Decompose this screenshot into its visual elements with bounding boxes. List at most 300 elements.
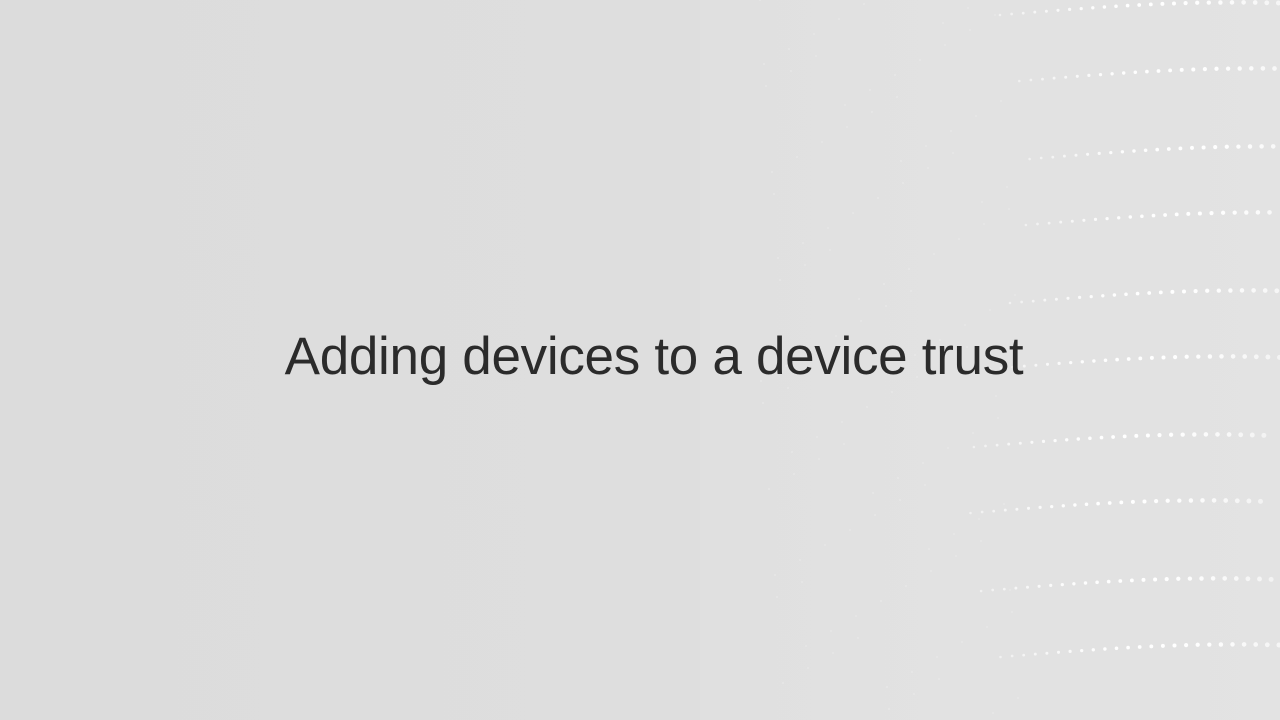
decorative-dot: [1237, 66, 1241, 70]
decorative-dot: [1109, 151, 1112, 154]
decorative-dot: [1090, 295, 1093, 298]
decorative-dot: [815, 55, 817, 57]
decorative-dot: [1264, 0, 1269, 5]
decorative-dot: [953, 533, 955, 535]
decorative-dot: [788, 48, 790, 50]
decorative-dot: [1223, 498, 1228, 503]
decorative-dot: [1246, 499, 1251, 504]
decorative-dot: [1101, 294, 1104, 297]
decorative-dot: [1011, 655, 1014, 658]
decorative-dot: [1154, 499, 1158, 503]
decorative-dot: [790, 70, 792, 72]
decorative-dot: [1271, 144, 1276, 149]
decorative-dot: [1131, 500, 1135, 504]
decorative-dot: [1198, 211, 1202, 215]
decorative-dot: [1071, 220, 1074, 223]
decorative-dot: [1122, 71, 1125, 74]
decorative-dot: [1129, 215, 1132, 218]
decorative-dot: [997, 417, 999, 419]
decorative-dot: [1055, 298, 1058, 301]
slide-title: Adding devices to a device trust: [284, 327, 1024, 386]
decorative-dot: [1227, 432, 1232, 437]
decorative-dot: [1022, 654, 1025, 657]
decorative-dot: [1003, 503, 1005, 505]
decorative-dot: [1200, 498, 1205, 503]
decorative-dot: [927, 167, 929, 169]
decorative-dot: [922, 462, 924, 464]
decorative-dot: [771, 171, 773, 173]
decorative-dot: [799, 559, 801, 561]
decorative-dot: [1189, 498, 1193, 502]
decorative-dot: [1030, 79, 1033, 82]
decorative-dot: [1240, 288, 1245, 293]
decorative-dot: [779, 279, 781, 281]
decorative-dot: [1084, 581, 1087, 584]
decorative-dot: [961, 641, 963, 643]
decorative-dot: [1103, 647, 1106, 650]
decorative-dot: [1274, 288, 1279, 293]
decorative-dot: [1152, 214, 1156, 218]
decorative-dot: [1041, 78, 1044, 81]
decorative-dot: [1211, 576, 1216, 581]
decorative-dot: [1205, 289, 1209, 293]
decorative-dot: [1160, 2, 1164, 6]
decorative-dot: [801, 581, 803, 583]
decorative-dot: [1172, 643, 1176, 647]
decorative-dot: [952, 152, 954, 154]
decorative-dot: [874, 514, 876, 516]
decorative-dot: [1181, 432, 1185, 436]
decorative-dot: [1075, 154, 1078, 157]
decorative-dot: [1124, 293, 1128, 297]
decorative-dot: [1096, 502, 1100, 506]
decorative-dot: [1085, 503, 1089, 507]
decorative-dot: [1226, 66, 1230, 70]
decorative-dot: [1165, 577, 1169, 581]
decorative-dot: [1188, 576, 1192, 580]
decorative-dot: [1203, 67, 1207, 71]
decorative-dot: [821, 141, 823, 143]
decorative-dot: [813, 33, 815, 35]
decorative-dot: [1092, 648, 1095, 651]
decorative-dot: [1099, 73, 1102, 76]
decorative-dot: [1064, 76, 1067, 79]
decorative-dot: [871, 111, 873, 113]
decorative-dot: [980, 540, 982, 542]
decorative-dot: [1184, 1, 1188, 5]
decorative-dot: [955, 555, 957, 557]
decorative-dot: [777, 257, 779, 259]
decorative-dot: [1080, 7, 1083, 10]
decorative-dot: [1191, 67, 1195, 71]
decorative-dot: [896, 96, 898, 98]
decorative-dot: [928, 548, 930, 550]
decorative-dot: [1061, 583, 1064, 586]
decorative-dot: [1147, 291, 1151, 295]
decorative-dot: [1045, 10, 1048, 13]
decorative-dot: [1051, 156, 1054, 159]
decorative-dot: [897, 477, 899, 479]
decorative-dot: [1036, 223, 1039, 226]
decorative-dot: [1032, 300, 1035, 303]
decorative-dot: [818, 458, 820, 460]
decorative-dot: [910, 290, 912, 292]
decorative-dot: [1076, 75, 1079, 78]
decorative-dot: [1144, 149, 1148, 153]
decorative-dot: [1196, 643, 1200, 647]
decorative-dot: [1015, 508, 1018, 511]
decorative-dot: [1038, 585, 1041, 588]
decorative-dot: [1235, 498, 1240, 503]
decorative-dot: [1000, 100, 1002, 102]
decorative-dot: [1138, 645, 1142, 649]
decorative-dot: [1026, 586, 1029, 589]
decorative-dot: [858, 298, 860, 300]
decorative-dot: [1149, 644, 1153, 648]
decorative-dot: [1219, 642, 1223, 646]
decorative-dot: [1199, 576, 1203, 580]
decorative-dot: [942, 22, 944, 24]
decorative-dot: [1011, 611, 1013, 613]
decorative-dot: [846, 126, 848, 128]
decorative-dot: [863, 3, 865, 5]
decorative-dot: [1204, 432, 1209, 437]
decorative-dot: [1065, 438, 1068, 441]
decorative-dot: [1269, 577, 1274, 582]
decorative-dot: [995, 395, 997, 397]
decorative-dot: [1009, 302, 1012, 305]
decorative-dot: [1100, 436, 1104, 440]
decorative-dot: [1027, 507, 1030, 510]
decorative-dot: [1117, 216, 1120, 219]
decorative-dot: [1263, 288, 1268, 293]
decorative-dot: [1043, 299, 1046, 302]
decorative-dot: [913, 693, 915, 695]
decorative-dot: [1159, 290, 1163, 294]
decorative-dot: [1267, 210, 1272, 215]
decorative-dot: [989, 309, 991, 311]
decorative-dot: [1053, 77, 1056, 80]
decorative-dot: [1119, 500, 1123, 504]
decorative-dot: [1107, 580, 1111, 584]
decorative-dot: [894, 74, 896, 76]
decorative-dot: [1025, 224, 1028, 227]
decorative-dot: [991, 589, 994, 592]
decorative-dot: [776, 596, 778, 598]
decorative-dot: [1091, 6, 1094, 9]
decorative-dot: [1221, 211, 1225, 215]
decorative-dot: [1212, 498, 1217, 503]
decorative-dot: [1020, 301, 1023, 304]
decorative-dot: [1177, 498, 1181, 502]
decorative-dot: [1194, 289, 1198, 293]
decorative-dot: [791, 451, 793, 453]
decorative-dot: [1008, 208, 1010, 210]
decorative-dot: [855, 615, 857, 617]
decorative-dot: [936, 656, 938, 658]
decorative-dot: [1190, 146, 1194, 150]
decorative-dot: [1069, 650, 1072, 653]
decorative-dot: [1066, 297, 1069, 300]
decorative-dot: [1155, 148, 1159, 152]
decorative-dot: [1121, 150, 1124, 153]
decorative-dot: [1161, 644, 1165, 648]
decorative-dot: [883, 283, 885, 285]
decorative-dot: [1140, 215, 1144, 219]
decorative-dot: [1186, 212, 1190, 216]
decorative-dot: [1019, 442, 1022, 445]
decorative-dot: [1088, 437, 1092, 441]
decorative-dot: [1050, 505, 1053, 508]
decorative-dot: [1049, 584, 1052, 587]
decorative-dot: [1170, 290, 1174, 294]
decorative-dot: [1040, 157, 1043, 160]
decorative-dot: [1259, 144, 1264, 149]
decorative-dot: [1257, 577, 1262, 582]
decorative-dot: [782, 682, 784, 684]
decorative-dot: [984, 445, 987, 448]
decorative-dot: [969, 29, 971, 31]
decorative-dot: [1214, 67, 1218, 71]
decorative-dot: [1034, 653, 1037, 656]
decorative-dot: [1258, 499, 1263, 504]
decorative-dot: [1182, 289, 1186, 293]
decorative-dot: [1053, 439, 1056, 442]
decorative-dot: [1045, 652, 1048, 655]
decorative-dot: [1098, 152, 1101, 155]
decorative-dot: [972, 432, 974, 434]
decorative-dot: [919, 59, 921, 61]
decorative-dot: [1010, 13, 1013, 16]
decorative-dot: [1134, 71, 1138, 75]
decorative-dot: [1230, 0, 1235, 5]
decorative-dot: [1265, 642, 1270, 647]
decorative-dot: [1126, 646, 1130, 650]
decorative-dot: [1246, 576, 1251, 581]
decorative-dot: [1249, 66, 1254, 71]
decorative-dot: [1103, 5, 1106, 8]
decorative-dot: [843, 443, 845, 445]
decorative-dot: [877, 197, 879, 199]
decorative-dot: [885, 305, 887, 307]
decorative-dot: [1022, 12, 1025, 15]
decorative-dot: [1078, 296, 1081, 299]
decorative-dot: [994, 14, 996, 16]
decorative-dot: [1261, 66, 1266, 71]
decorative-dot: [1028, 158, 1031, 161]
decorative-dot: [947, 447, 949, 449]
decorative-dot: [1114, 5, 1118, 9]
decorative-dot: [999, 14, 1002, 17]
decorative-dot: [1126, 4, 1130, 8]
decorative-dot: [888, 708, 890, 710]
decorative-dot: [1087, 74, 1090, 77]
decorative-dot: [1132, 149, 1135, 152]
decorative-dot: [1256, 210, 1261, 215]
decorative-dot: [1105, 217, 1108, 220]
decorative-dot: [1086, 153, 1089, 156]
decorative-dot: [763, 63, 765, 65]
decorative-dot: [1195, 1, 1199, 5]
decorative-dot: [1178, 146, 1182, 150]
decorative-dot: [830, 630, 832, 632]
decorative-dot: [1230, 642, 1235, 647]
decorative-dot: [1057, 651, 1060, 654]
decorative-dot: [774, 574, 776, 576]
decorative-dot: [805, 645, 807, 647]
decorative-dot: [1153, 577, 1157, 581]
decorative-dot: [1136, 292, 1140, 296]
decorative-dot: [1039, 506, 1042, 509]
decorative-dot: [1018, 80, 1021, 83]
decorative-dot: [1222, 576, 1227, 581]
decorative-dot: [1009, 589, 1011, 591]
decorative-dot: [1168, 68, 1172, 72]
decorative-dot: [1180, 68, 1184, 72]
decorative-dot: [1218, 0, 1222, 4]
decorative-dot: [1068, 8, 1071, 11]
decorative-dot: [880, 600, 882, 602]
decorative-dot: [1176, 577, 1180, 581]
decorative-dot: [857, 637, 859, 639]
decorative-dot: [1242, 642, 1247, 647]
decorative-dot: [1118, 579, 1122, 583]
decorative-dot: [869, 89, 871, 91]
decorative-dot: [841, 421, 843, 423]
decorative-dot: [768, 488, 770, 490]
decorative-dot: [1215, 432, 1220, 437]
decorative-dot: [816, 436, 818, 438]
decorative-dot: [1233, 210, 1237, 214]
decorative-dot: [1169, 433, 1173, 437]
decorative-dot: [1234, 576, 1239, 581]
decorative-dot: [1167, 147, 1171, 151]
decorative-dot: [908, 268, 910, 270]
decorative-dot: [1184, 643, 1188, 647]
decorative-dot: [905, 585, 907, 587]
decorative-dot: [1253, 0, 1258, 5]
decorative-dot: [1006, 186, 1008, 188]
decorative-dot: [824, 544, 826, 546]
decorative-dot: [1130, 578, 1134, 582]
decorative-dot: [930, 570, 932, 572]
decorative-dot: [1030, 441, 1033, 444]
decorative-dot: [900, 160, 902, 162]
decorative-dot: [1123, 434, 1127, 438]
decorative-dot: [844, 104, 846, 106]
decorative-dot: [832, 652, 834, 654]
decorative-dot: [950, 130, 952, 132]
decorative-dot: [992, 510, 995, 513]
decorative-dot: [807, 667, 809, 669]
decorative-dot: [1236, 144, 1240, 148]
decorative-dot: [849, 529, 851, 531]
decorative-dot: [986, 626, 988, 628]
decorative-dot: [958, 238, 960, 240]
decorative-dot: [1063, 155, 1066, 158]
decorative-dot: [872, 492, 874, 494]
decorative-dot: [1062, 504, 1065, 507]
decorative-dot: [1111, 435, 1115, 439]
decorative-dot: [1014, 587, 1017, 590]
decorative-dot: [1149, 2, 1153, 6]
decorative-dot: [1207, 642, 1211, 646]
decorative-dot: [1241, 0, 1246, 5]
decorative-dot: [911, 671, 913, 673]
decorative-dot: [1077, 437, 1080, 440]
decorative-dot: [975, 115, 977, 117]
decorative-dot: [938, 678, 940, 680]
decorative-dot: [1134, 434, 1138, 438]
decorative-dot: [1014, 294, 1016, 296]
decorative-dot: [1108, 501, 1112, 505]
decorative-dot: [1228, 288, 1232, 292]
decorative-dot: [1250, 433, 1255, 438]
decorative-dot: [1110, 72, 1113, 75]
decorative-dot: [1248, 144, 1252, 148]
decorative-dot: [1157, 433, 1161, 437]
decorative-dot: [1272, 66, 1277, 71]
decorative-dot: [773, 193, 775, 195]
decorative-dot: [765, 85, 767, 87]
decorative-dot: [981, 511, 984, 514]
decorative-dot: [804, 264, 806, 266]
decorative-dot: [899, 499, 901, 501]
decorative-dot: [1082, 219, 1085, 222]
decorative-dot: [973, 446, 976, 449]
decorative-dot: [1059, 221, 1062, 224]
decorative-dot: [967, 7, 969, 9]
decorative-dot: [1042, 440, 1045, 443]
decorative-dot: [1145, 70, 1149, 74]
decorative-dot: [1251, 288, 1256, 293]
decorative-dot: [1207, 0, 1211, 4]
decorative-dot: [1157, 69, 1161, 73]
decorative-dot: [1095, 581, 1099, 585]
decorative-dot: [1192, 432, 1196, 436]
decorative-dot: [827, 227, 829, 229]
decorative-dot: [983, 223, 985, 225]
decorative-dot: [1137, 3, 1141, 7]
decorative-dot: [886, 686, 888, 688]
decorative-dot: [925, 145, 927, 147]
decorative-dot: [902, 182, 904, 184]
decorative-dot: [1142, 578, 1146, 582]
decorative-dot: [1004, 509, 1007, 512]
decorative-dot: [1209, 211, 1213, 215]
decorative-dot: [1017, 697, 1019, 699]
decorative-dot: [1003, 588, 1006, 591]
decorative-dot: [1048, 222, 1051, 225]
decorative-dot: [924, 484, 926, 486]
decorative-dot: [802, 242, 804, 244]
decorative-dot: [793, 473, 795, 475]
decorative-dot: [1166, 499, 1170, 503]
decorative-dot: [796, 156, 798, 158]
decorative-dot: [981, 201, 983, 203]
decorative-dot: [1056, 9, 1059, 12]
decorative-dot: [1172, 1, 1176, 5]
decorative-dot: [1146, 433, 1150, 437]
decorative-dot: [762, 402, 764, 404]
decorative-dot: [1033, 11, 1036, 14]
decorative-dot: [1217, 288, 1221, 292]
decorative-dot: [1072, 582, 1075, 585]
decorative-dot: [1261, 433, 1266, 438]
decorative-dot: [969, 512, 972, 515]
decorative-dot: [1225, 145, 1229, 149]
decorative-dot: [1202, 145, 1206, 149]
